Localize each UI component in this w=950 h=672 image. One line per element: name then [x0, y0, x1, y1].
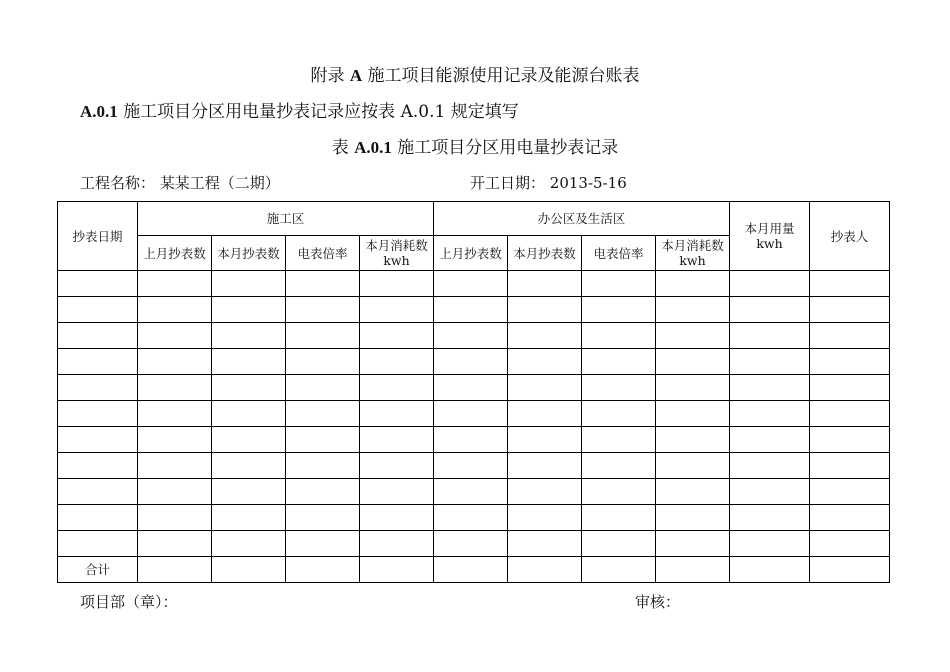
- table-row: [58, 349, 890, 375]
- table-cell[interactable]: [286, 453, 360, 479]
- table-cell[interactable]: [212, 531, 286, 557]
- sub-header-consumption: 本月消耗数 kwh: [360, 236, 434, 271]
- header-month-usage: 本月用量 kwh: [730, 202, 810, 271]
- sub-header-consumption: 本月消耗数 kwh: [656, 236, 730, 271]
- table-cell[interactable]: [360, 401, 434, 427]
- table-row: [58, 297, 890, 323]
- table-cell[interactable]: [656, 479, 730, 505]
- appendix-prefix: 附录: [310, 66, 345, 86]
- sub-header-last-reading: 上月抄表数: [138, 236, 212, 271]
- table-cell[interactable]: [730, 505, 810, 531]
- clause-number: A.0.1: [80, 102, 118, 121]
- meter-reading-table: [57, 201, 890, 583]
- table-cell[interactable]: [434, 349, 508, 375]
- table-cell[interactable]: [508, 531, 582, 557]
- table-cell[interactable]: [582, 453, 656, 479]
- table-cell[interactable]: [138, 557, 212, 583]
- table-cell[interactable]: [138, 505, 212, 531]
- table-cell[interactable]: [810, 401, 890, 427]
- table-title: [0, 133, 950, 158]
- table-cell[interactable]: [434, 323, 508, 349]
- table-cell[interactable]: [286, 531, 360, 557]
- table-cell[interactable]: [810, 375, 890, 401]
- table-cell[interactable]: [508, 401, 582, 427]
- table-cell[interactable]: [582, 427, 656, 453]
- table-cell[interactable]: [730, 453, 810, 479]
- table-cell[interactable]: [360, 271, 434, 297]
- table-cell[interactable]: [434, 557, 508, 583]
- table-prefix: 表: [331, 138, 349, 158]
- table-cell[interactable]: [810, 271, 890, 297]
- table-cell[interactable]: [138, 479, 212, 505]
- sub-header-current-reading: 本月抄表数: [508, 236, 582, 271]
- table-cell[interactable]: [138, 453, 212, 479]
- table-row: [58, 323, 890, 349]
- table-cell[interactable]: [810, 427, 890, 453]
- table-cell[interactable]: [212, 401, 286, 427]
- start-date-label: 开工日期：: [470, 174, 546, 192]
- table-cell[interactable]: [212, 375, 286, 401]
- table-number: A.0.1: [354, 138, 392, 157]
- table-cell[interactable]: [434, 271, 508, 297]
- table-cell[interactable]: [434, 401, 508, 427]
- table-cell[interactable]: [508, 271, 582, 297]
- table-cell[interactable]: [730, 271, 810, 297]
- table-cell[interactable]: [138, 323, 212, 349]
- table-cell[interactable]: [286, 349, 360, 375]
- table-cell[interactable]: [360, 531, 434, 557]
- table-cell[interactable]: [656, 375, 730, 401]
- table-cell[interactable]: [656, 427, 730, 453]
- table-cell[interactable]: [286, 401, 360, 427]
- table-cell[interactable]: [58, 349, 138, 375]
- table-cell[interactable]: [286, 557, 360, 583]
- table-cell[interactable]: [656, 323, 730, 349]
- table-cell[interactable]: [434, 505, 508, 531]
- table-cell[interactable]: [730, 297, 810, 323]
- table-cell[interactable]: [656, 531, 730, 557]
- audit-label: 审核：: [635, 593, 681, 611]
- table-cell[interactable]: [212, 323, 286, 349]
- table-cell[interactable]: [810, 323, 890, 349]
- clause-line: [80, 97, 519, 122]
- table-row: [58, 271, 890, 297]
- table-cell[interactable]: [360, 349, 434, 375]
- table-cell[interactable]: [508, 323, 582, 349]
- table-cell[interactable]: [582, 323, 656, 349]
- table-cell[interactable]: [286, 271, 360, 297]
- table-cell[interactable]: [138, 349, 212, 375]
- table-cell[interactable]: [508, 479, 582, 505]
- table-cell[interactable]: [508, 349, 582, 375]
- table-row: [58, 531, 890, 557]
- table-cell[interactable]: [730, 401, 810, 427]
- table-cell[interactable]: [212, 297, 286, 323]
- table-cell[interactable]: [810, 453, 890, 479]
- table-cell[interactable]: [656, 271, 730, 297]
- table-cell[interactable]: [58, 531, 138, 557]
- table-cell[interactable]: [286, 323, 360, 349]
- table-cell[interactable]: [730, 375, 810, 401]
- table-cell[interactable]: [730, 531, 810, 557]
- table-cell[interactable]: [212, 505, 286, 531]
- header-meter-reader: 抄表人: [810, 202, 890, 271]
- table-cell[interactable]: [286, 427, 360, 453]
- table-cell[interactable]: [58, 375, 138, 401]
- table-cell[interactable]: [360, 453, 434, 479]
- table-cell[interactable]: [434, 427, 508, 453]
- header-construction-zone: 施工区: [138, 202, 434, 236]
- table-cell[interactable]: [656, 453, 730, 479]
- table-cell[interactable]: [360, 557, 434, 583]
- table-cell[interactable]: [58, 479, 138, 505]
- table-cell[interactable]: [810, 479, 890, 505]
- clause-text: 施工项目分区用电量抄表记录应按表 A.0.1 规定填写: [123, 102, 519, 122]
- table-cell[interactable]: [656, 297, 730, 323]
- table-cell[interactable]: [508, 427, 582, 453]
- project-name-label: 工程名称：: [80, 174, 156, 192]
- table-cell[interactable]: [810, 349, 890, 375]
- table-cell[interactable]: [212, 271, 286, 297]
- table-cell[interactable]: [434, 453, 508, 479]
- table-cell[interactable]: [212, 427, 286, 453]
- table-cell[interactable]: [360, 479, 434, 505]
- table-cell[interactable]: [58, 271, 138, 297]
- table-cell[interactable]: [582, 531, 656, 557]
- sub-header-multiplier: 电表倍率: [286, 236, 360, 271]
- table-cell[interactable]: [58, 453, 138, 479]
- table-cell[interactable]: [434, 297, 508, 323]
- table-cell[interactable]: [582, 401, 656, 427]
- table-cell[interactable]: [656, 401, 730, 427]
- table-cell[interactable]: [730, 557, 810, 583]
- table-cell[interactable]: [656, 557, 730, 583]
- table-row: [58, 453, 890, 479]
- table-cell[interactable]: [582, 297, 656, 323]
- table-cell[interactable]: [434, 375, 508, 401]
- table-cell[interactable]: [138, 427, 212, 453]
- sub-header-multiplier: 电表倍率: [582, 236, 656, 271]
- table-cell[interactable]: [434, 479, 508, 505]
- project-dept-stamp: 项目部（章）：: [80, 593, 178, 611]
- table-cell[interactable]: [212, 557, 286, 583]
- table-cell[interactable]: [138, 297, 212, 323]
- table-cell[interactable]: [434, 531, 508, 557]
- table-cell[interactable]: [58, 323, 138, 349]
- table-row: [58, 427, 890, 453]
- table-cell[interactable]: [582, 271, 656, 297]
- table-cell[interactable]: [730, 427, 810, 453]
- table-cell[interactable]: [286, 479, 360, 505]
- table-cell[interactable]: [212, 479, 286, 505]
- table-cell[interactable]: [508, 453, 582, 479]
- table-cell[interactable]: [508, 505, 582, 531]
- table-cell[interactable]: [360, 427, 434, 453]
- table-cell[interactable]: [582, 479, 656, 505]
- start-date-value: 2013-5-16: [549, 174, 627, 192]
- table-cell[interactable]: [138, 531, 212, 557]
- header-meter-date: 抄表日期: [58, 202, 138, 271]
- table-cell[interactable]: [582, 557, 656, 583]
- table-cell[interactable]: [360, 323, 434, 349]
- sub-header-current-reading: 本月抄表数: [212, 236, 286, 271]
- table-cell[interactable]: [286, 297, 360, 323]
- table-row: [58, 401, 890, 427]
- table-cell[interactable]: [810, 297, 890, 323]
- table-cell[interactable]: [508, 297, 582, 323]
- appendix-letter: A: [349, 66, 363, 85]
- table-cell[interactable]: [58, 401, 138, 427]
- project-name-line: [80, 172, 280, 193]
- project-name-value: 某某工程（二期）: [159, 174, 280, 192]
- table-cell[interactable]: [582, 349, 656, 375]
- table-cell[interactable]: [138, 375, 212, 401]
- start-date-line: [470, 172, 627, 193]
- table-cell[interactable]: [138, 271, 212, 297]
- appendix-title: [0, 61, 950, 86]
- table-cell[interactable]: [286, 375, 360, 401]
- table-cell[interactable]: [360, 505, 434, 531]
- table-row: [58, 479, 890, 505]
- table-cell[interactable]: [212, 453, 286, 479]
- table-cell[interactable]: [810, 505, 890, 531]
- total-row: [58, 557, 890, 583]
- table-cell[interactable]: [656, 505, 730, 531]
- table-cell[interactable]: [730, 479, 810, 505]
- table-row: [58, 505, 890, 531]
- table-cell[interactable]: [730, 349, 810, 375]
- table-cell[interactable]: [810, 531, 890, 557]
- table-cell[interactable]: [58, 297, 138, 323]
- table-cell[interactable]: [582, 375, 656, 401]
- table-row: [58, 375, 890, 401]
- table-cell[interactable]: [138, 401, 212, 427]
- table-cell[interactable]: [212, 349, 286, 375]
- table-cell[interactable]: [286, 505, 360, 531]
- table-cell[interactable]: [360, 375, 434, 401]
- table-cell[interactable]: [810, 557, 890, 583]
- total-label: 合计: [58, 557, 138, 583]
- table-cell[interactable]: [58, 505, 138, 531]
- table-cell[interactable]: [656, 349, 730, 375]
- table-title-text: 施工项目分区用电量抄表记录: [397, 138, 619, 158]
- table-cell[interactable]: [508, 557, 582, 583]
- table-cell[interactable]: [58, 427, 138, 453]
- sub-header-last-reading: 上月抄表数: [434, 236, 508, 271]
- table-cell[interactable]: [730, 323, 810, 349]
- header-office-living-zone: 办公区及生活区: [434, 202, 730, 236]
- appendix-title-text: 施工项目能源使用记录及能源台账表: [367, 66, 640, 86]
- table-cell[interactable]: [360, 297, 434, 323]
- table-cell[interactable]: [508, 375, 582, 401]
- table-cell[interactable]: [582, 505, 656, 531]
